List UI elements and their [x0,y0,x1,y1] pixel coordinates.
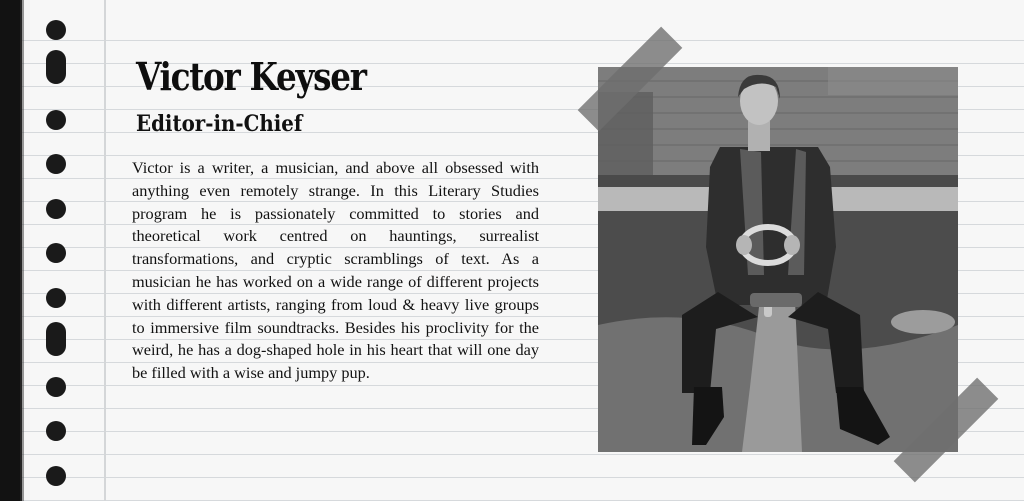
binder-hole [46,243,66,263]
binder-hole [46,154,66,174]
binder-hole [46,50,66,84]
binder-hole [46,20,66,40]
margin-line [104,0,106,501]
binder-hole [46,322,66,356]
profile-bio: Victor is a writer, a musician, and above all obsessed with anything even remotely strange. In this Literary Studies program he is passionately committed to stories and theoretical work centred on hauntings, surrealist transformations, and cryptic scramblings of text. As a musician he has worked on a wide range of different projects with different artists, ranging from loud & heavy live groups to immersive film soundtracks. Besides his proclivity for the weird, he has a dog-shaped hole in his heart that will one day be filled with a wise and jumpy pup. [132,158,539,383]
binder-hole [46,466,66,486]
portrait-illustration [598,67,958,452]
binder-hole [46,377,66,397]
binder-hole [46,288,66,308]
profile-name: Victor Keyser [136,54,366,99]
profile-role: Editor-in-Chief [136,111,303,137]
binder-hole [46,199,66,219]
portrait-photo [598,67,958,452]
binder-hole [46,421,66,441]
binder-hole [46,110,66,130]
notebook-binding-strip [0,0,22,501]
